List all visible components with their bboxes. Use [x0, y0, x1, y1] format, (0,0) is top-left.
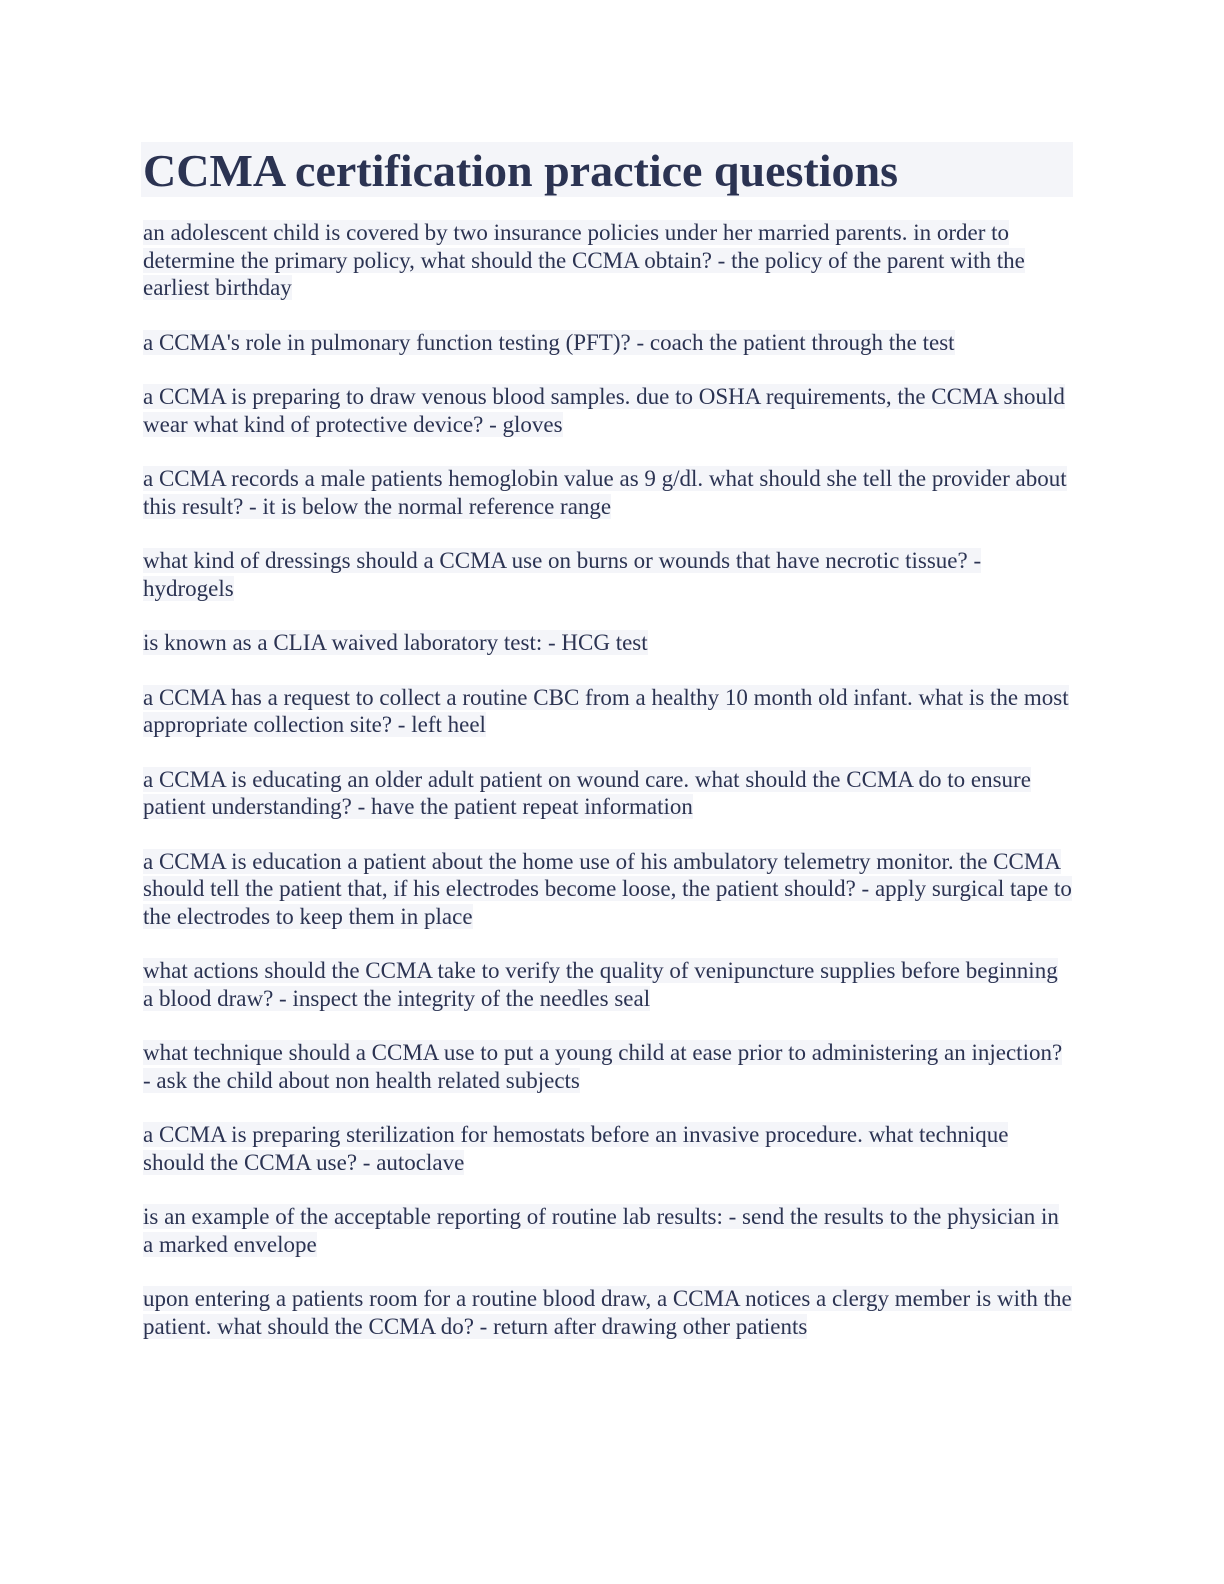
question-item [141, 1203, 1073, 1258]
question-text: a CCMA is educating an older adult patient on wound care. what should the CCMA do to ensure patient understanding? - have the patient repeat information [143, 766, 1031, 819]
question-text: a CCMA's role in pulmonary function testing (PFT)? - coach the patient through the test [143, 329, 955, 355]
question-item [141, 1285, 1073, 1340]
question-item [141, 957, 1073, 1012]
question-item [141, 1121, 1073, 1176]
question-text: a CCMA is preparing to draw venous blood samples. due to OSHA requirements, the CCMA should wear what kind of protective device? - gloves [143, 384, 1065, 437]
question-item [141, 684, 1073, 739]
question-item [141, 1039, 1073, 1094]
question-text: a CCMA records a male patients hemoglobin value as 9 g/dl. what should she tell the provider about this result? - it is below the normal reference range [143, 466, 1067, 519]
question-item [141, 383, 1073, 438]
question-item [141, 547, 1073, 602]
document-page [141, 142, 1073, 1367]
question-text: a CCMA has a request to collect a routine CBC from a healthy 10 month old infant. what is the most appropriate collection site? - left heel [143, 684, 1069, 737]
question-text: an adolescent child is covered by two insurance policies under her married parents. in order to determine the primary policy, what should the CCMA obtain? - the policy of the parent with the earliest birthday [143, 220, 1025, 300]
question-item [141, 465, 1073, 520]
question-text: is known as a CLIA waived laboratory test: - HCG test [143, 630, 648, 655]
question-text: a CCMA is education a patient about the home use of his ambulatory telemetry monitor. the CCMA should tell the patient that, if his electrodes become loose, the patient should? - apply surgical tape to the electrodes to keep them in place [143, 848, 1072, 929]
question-text: what kind of dressings should a CCMA use on burns or wounds that have necrotic tissue? - hydrogels [143, 548, 982, 601]
page-title: CCMA certification practice questions [143, 145, 899, 196]
title-block [141, 142, 1073, 197]
question-text: what actions should the CCMA take to verify the quality of venipuncture supplies before beginning a blood draw? - inspect the integrity of the needles seal [143, 958, 1058, 1011]
question-item [141, 329, 1073, 357]
question-item [141, 848, 1073, 931]
question-text: what technique should a CCMA use to put a young child at ease prior to administering an injection? - ask the child about non health related subjects [143, 1040, 1063, 1093]
question-item [141, 629, 1073, 657]
question-text: is an example of the acceptable reporting of routine lab results: - send the results to the physician in a marked envelope [143, 1204, 1059, 1257]
question-item [141, 766, 1073, 821]
question-text: a CCMA is preparing sterilization for hemostats before an invasive procedure. what technique should the CCMA use? - autoclave [143, 1122, 1009, 1175]
question-list [141, 219, 1073, 1340]
question-text: upon entering a patients room for a routine blood draw, a CCMA notices a clergy member is with the patient. what should the CCMA do? - return after drawing other patients [143, 1286, 1072, 1339]
question-item [141, 219, 1073, 302]
